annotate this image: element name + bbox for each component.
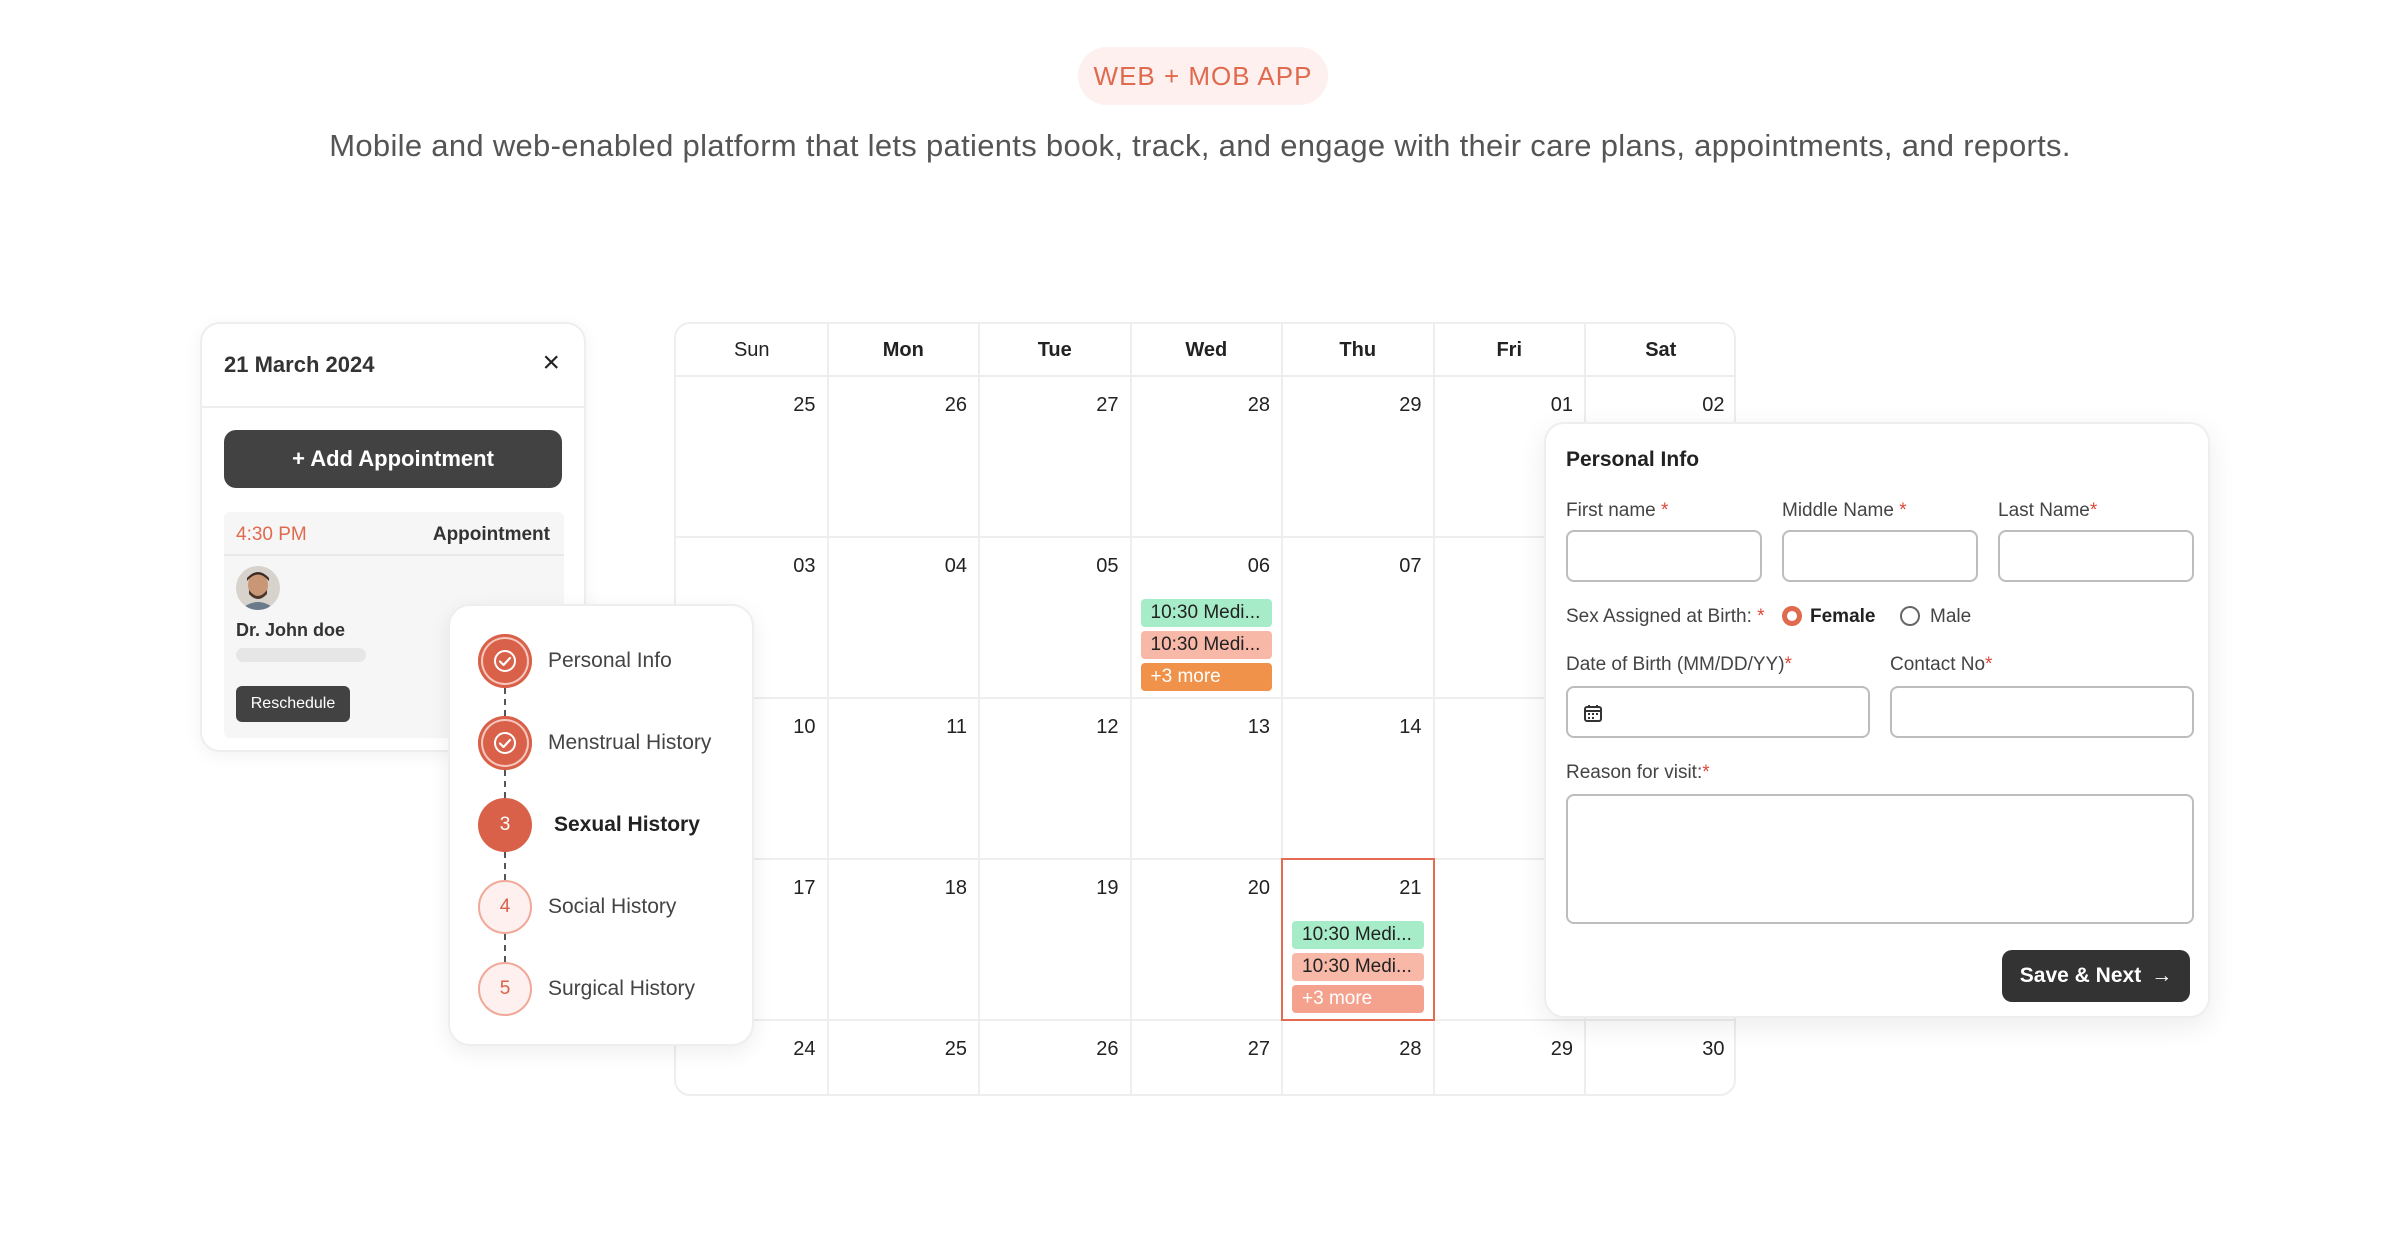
step-number: 3 xyxy=(478,798,532,852)
weekday-header-mon: Mon xyxy=(882,339,924,361)
doctor-avatar xyxy=(236,566,280,610)
calendar-column-divider xyxy=(827,324,829,1094)
calendar-day-number[interactable]: 07 xyxy=(1399,555,1422,577)
event-chip[interactable]: 10:30 Medi... xyxy=(1292,953,1424,981)
personal-info-form xyxy=(1544,422,2210,1018)
page-subtitle: Mobile and web-enabled platform that lets patients book, track, and engage with their care plans, appointments, and reports. xyxy=(329,128,2071,163)
first-name-label: First name * xyxy=(1566,500,1669,521)
event-chip[interactable]: 10:30 Medi... xyxy=(1141,599,1273,627)
calendar-day-number[interactable]: 03 xyxy=(793,555,816,577)
calendar-day-number[interactable]: 29 xyxy=(1399,394,1422,416)
intake-stepper xyxy=(448,604,754,1046)
step-label: Menstrual History xyxy=(548,731,712,754)
last-name-label: Last Name* xyxy=(1998,500,2098,521)
calendar-column-divider xyxy=(978,324,980,1094)
calendar-day-number[interactable]: 01 xyxy=(1550,394,1573,416)
step-connector xyxy=(504,852,506,880)
step-label: Personal Info xyxy=(548,649,672,672)
calendar-column-divider xyxy=(1130,324,1132,1094)
last-name-input[interactable] xyxy=(1998,530,2194,582)
check-circle-icon xyxy=(478,634,532,688)
dob-label: Date of Birth (MM/DD/YY)* xyxy=(1566,654,1792,675)
reschedule-button[interactable]: Reschedule xyxy=(236,686,350,722)
step-surgical-history[interactable] xyxy=(478,962,738,1016)
calendar-day-number[interactable]: 19 xyxy=(1096,877,1119,899)
step-number: 5 xyxy=(478,962,532,1016)
weekday-header-tue: Tue xyxy=(1037,339,1072,361)
calendar-day-number[interactable]: 20 xyxy=(1247,877,1270,899)
appointment-time: 4:30 PM xyxy=(236,524,307,545)
calendar-day-number[interactable]: 21 xyxy=(1399,877,1422,899)
calendar-day-number[interactable]: 27 xyxy=(1096,394,1119,416)
reason-label: Reason for visit:* xyxy=(1566,762,1710,783)
doctor-info-placeholder xyxy=(236,648,366,662)
step-connector xyxy=(504,688,506,716)
appointment-panel-header xyxy=(202,324,584,408)
weekday-header-sat: Sat xyxy=(1645,339,1677,361)
calendar-day-number[interactable]: 28 xyxy=(1247,394,1270,416)
calendar-day-number[interactable]: 25 xyxy=(793,394,816,416)
calendar-day-number[interactable]: 29 xyxy=(1550,1038,1573,1060)
calendar-day-number[interactable]: 26 xyxy=(1096,1038,1119,1060)
step-label: Sexual History xyxy=(554,813,700,836)
weekday-header-sun: Sun xyxy=(733,339,770,361)
sex-label: Sex Assigned at Birth: * xyxy=(1566,606,1765,627)
calendar-day-number[interactable]: 27 xyxy=(1247,1038,1270,1060)
calendar-row-divider xyxy=(676,375,1734,377)
male-radio[interactable] xyxy=(1900,606,1920,626)
step-label: Social History xyxy=(548,895,677,918)
female-radio[interactable] xyxy=(1782,606,1802,626)
weekday-header-fri: Fri xyxy=(1496,339,1523,361)
calendar-day-number[interactable]: 17 xyxy=(793,877,816,899)
form-title: Personal Info xyxy=(1566,448,1700,471)
step-connector xyxy=(504,770,506,798)
platform-badge: WEB + MOB APP xyxy=(1078,47,1328,105)
calendar-icon xyxy=(1584,704,1602,722)
reason-textarea[interactable] xyxy=(1566,794,2194,924)
weekday-header-thu: Thu xyxy=(1339,339,1377,361)
calendar-day-number[interactable]: 14 xyxy=(1399,716,1422,738)
appointment-item-header xyxy=(224,512,564,556)
middle-name-input[interactable] xyxy=(1782,530,1978,582)
step-label: Surgical History xyxy=(548,977,696,1000)
middle-name-label: Middle Name * xyxy=(1782,500,1907,521)
step-personal-info[interactable] xyxy=(478,634,738,688)
female-radio-label[interactable]: Female xyxy=(1810,606,1876,627)
step-connector xyxy=(504,934,506,962)
contact-input[interactable] xyxy=(1890,686,2194,738)
calendar-day-number[interactable]: 18 xyxy=(944,877,967,899)
appointment-type: Appointment xyxy=(432,524,550,545)
first-name-input[interactable] xyxy=(1566,530,1762,582)
calendar-day-number[interactable]: 04 xyxy=(944,555,967,577)
calendar-day-number[interactable]: 06 xyxy=(1247,555,1270,577)
male-radio-label[interactable]: Male xyxy=(1930,606,1972,627)
arrow-right-icon: → xyxy=(2151,964,2173,987)
step-social-history[interactable] xyxy=(478,880,738,934)
calendar-day-number[interactable]: 11 xyxy=(946,716,967,738)
calendar-day-number[interactable]: 13 xyxy=(1247,716,1270,738)
calendar-day-number[interactable]: 12 xyxy=(1096,716,1119,738)
selected-date: 21 March 2024 xyxy=(224,352,375,377)
calendar-day-number[interactable]: 10 xyxy=(793,716,816,738)
calendar-day-number[interactable]: 28 xyxy=(1399,1038,1422,1060)
doctor-name: Dr. John doe xyxy=(236,620,346,640)
step-menstrual-history[interactable] xyxy=(478,716,738,770)
more-events-chip[interactable]: +3 more xyxy=(1141,663,1273,691)
step-number: 4 xyxy=(478,880,532,934)
weekday-header-wed: Wed xyxy=(1185,339,1228,361)
event-chip[interactable]: 10:30 Medi... xyxy=(1141,631,1273,659)
step-sexual-history[interactable] xyxy=(478,798,738,852)
close-icon[interactable]: × xyxy=(542,346,560,379)
more-events-chip[interactable]: +3 more xyxy=(1292,985,1424,1013)
event-chip[interactable]: 10:30 Medi... xyxy=(1292,921,1424,949)
calendar-day-number[interactable]: 05 xyxy=(1096,555,1119,577)
check-circle-icon xyxy=(478,716,532,770)
dob-input[interactable] xyxy=(1566,686,1870,738)
calendar-row-divider xyxy=(676,1019,1734,1021)
calendar-day-number[interactable]: 25 xyxy=(944,1038,967,1060)
save-next-button[interactable] xyxy=(2002,950,2190,1002)
calendar-day-number[interactable]: 26 xyxy=(944,394,967,416)
contact-label: Contact No* xyxy=(1890,654,1993,675)
calendar-day-number[interactable]: 30 xyxy=(1702,1038,1725,1060)
save-next-label: Save & Next xyxy=(2019,964,2142,987)
calendar-day-number[interactable]: 24 xyxy=(793,1038,816,1060)
calendar-day-number[interactable]: 02 xyxy=(1702,394,1725,416)
add-appointment-button[interactable]: + Add Appointment xyxy=(224,430,562,488)
